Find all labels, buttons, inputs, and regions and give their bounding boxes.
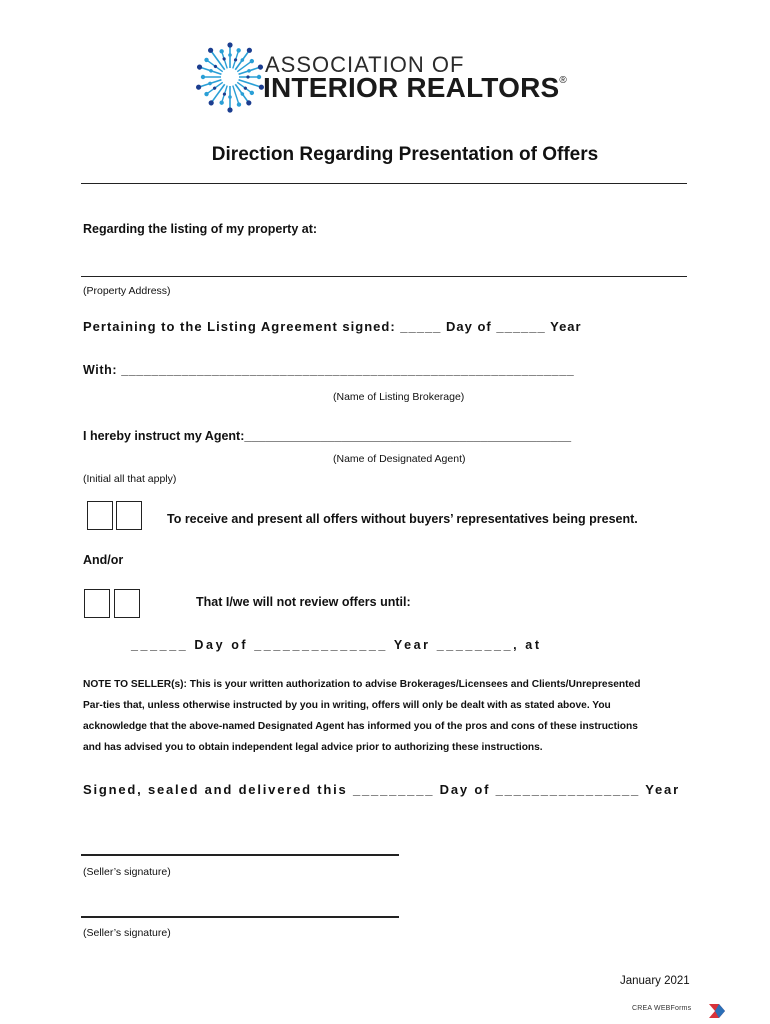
note-line: Par-ties that, unless otherwise instructed by you in writing, offers will only be dealt with as stated above. You [83,700,611,711]
logo-text-association: ASSOCIATION OF [265,52,465,77]
and-or-label: And/or [83,553,124,567]
initial-caption: (Initial all that apply) [83,473,177,485]
crea-webforms-logo-icon [707,1000,727,1020]
designated-agent-caption: (Name of Designated Agent) [333,453,466,465]
initial-box-1a[interactable] [87,501,113,530]
initial-box-2b[interactable] [114,589,140,618]
listing-agreement-line[interactable]: Pertaining to the Listing Agreement signed: _____ Day of ______ Year [83,319,582,334]
association-logo-icon [193,40,267,114]
seller-signature-line-2[interactable] [81,916,399,918]
review-date-line[interactable]: ______ Day of ______________ Year ________, at [131,638,542,652]
note-line: acknowledge that the above-named Designated Agent has informed you of the pros and cons of these instructions [83,721,638,732]
page-title: Direction Regarding Presentation of Offers [211,144,599,165]
seller-signature-caption-1: (Seller’s signature) [83,866,171,878]
logo-wordmark: INTERIOR REALTORS [263,72,560,103]
logo-text-interior-realtors [263,72,567,104]
initial-box-2a[interactable] [84,589,110,618]
note-line: and has advised you to obtain independent legal advice prior to authorizing these instructions. [83,742,543,753]
listing-brokerage-caption: (Name of Listing Brokerage) [333,391,465,403]
title-divider [81,183,687,184]
regarding-label: Regarding the listing of my property at: [83,222,318,236]
designated-agent-line[interactable]: I hereby instruct my Agent:_______________________________________________ [83,429,572,443]
signed-sealed-line[interactable]: Signed, sealed and delivered this _________ Day of ________________ Year [83,782,680,797]
form-date: January 2021 [620,975,690,987]
seller-signature-caption-2: (Seller’s signature) [83,927,171,939]
listing-brokerage-line[interactable]: With: ____________________________________________________________ [83,363,575,377]
property-address-caption: (Property Address) [83,285,171,297]
initial-box-1b[interactable] [116,501,142,530]
note-line: NOTE TO SELLER(s): This is your written authorization to advise Brokerages/Licensees and Clients/Unrepresented [83,679,641,690]
option-review-offers: That I/we will not review offers until: [196,595,411,609]
option-receive-offers: To receive and present all offers without buyers’ representatives being present. [167,512,638,526]
registered-mark: ® [559,75,567,86]
seller-signature-line-1[interactable] [81,854,399,856]
footer-logo-text: CREA WEBForms [632,1005,692,1012]
note-to-seller [83,674,683,758]
property-address-line[interactable] [81,276,687,277]
